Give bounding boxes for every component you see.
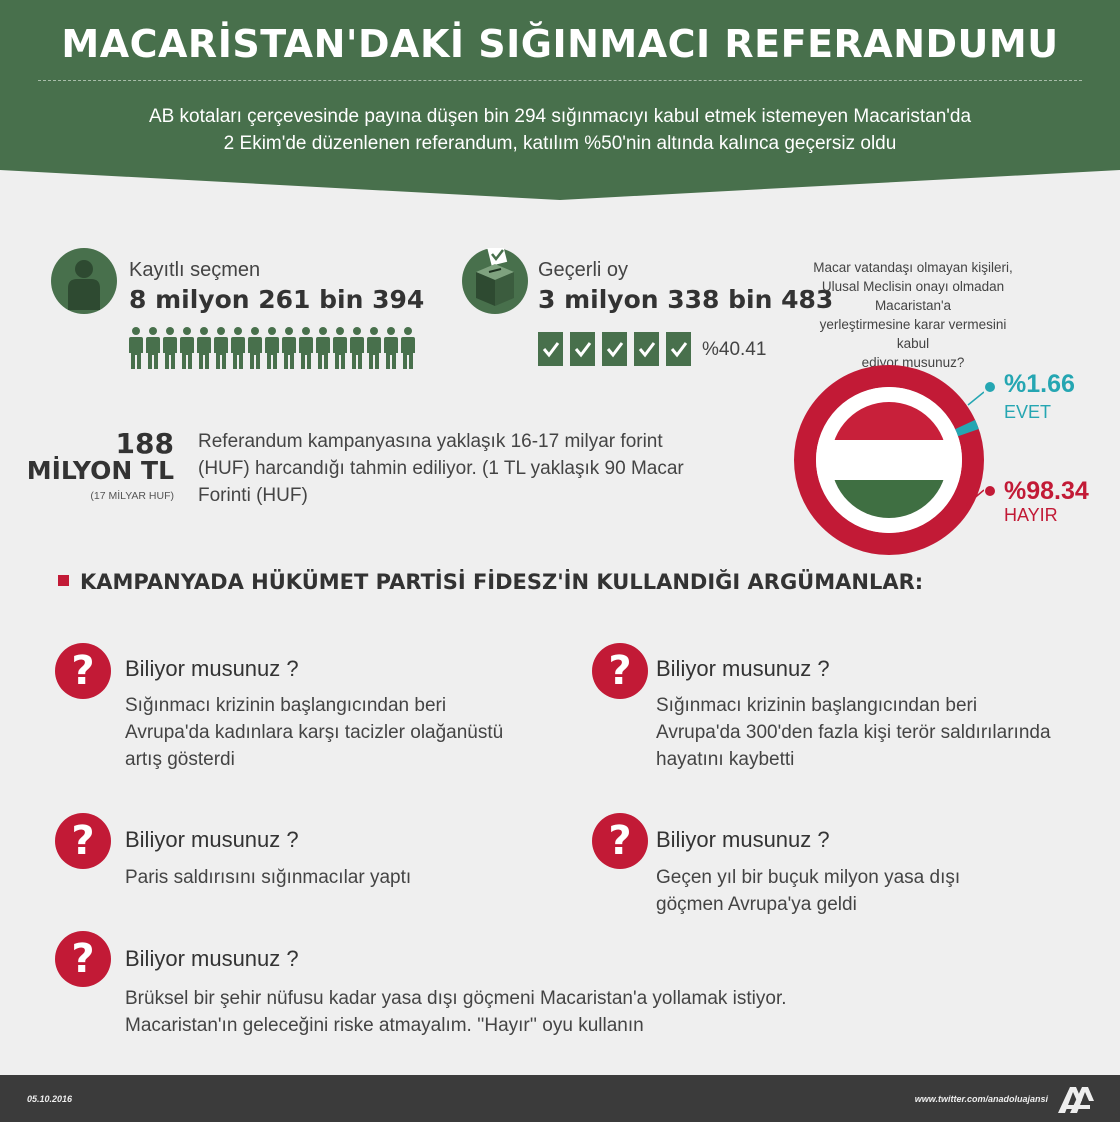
registered-voters-value: 8 milyon 261 bin 394 <box>129 285 425 314</box>
voter-person-icon <box>400 326 416 370</box>
valid-votes-value: 3 milyon 338 bin 483 <box>538 285 834 314</box>
referendum-question <box>808 258 1018 372</box>
checkmark-icon <box>602 332 627 366</box>
argument-line: Geçen yıl bir buçuk milyon yasa dışı <box>656 867 961 888</box>
argument-heading: Biliyor musunuz ? <box>125 827 299 852</box>
cost-description <box>198 428 718 509</box>
checkmark-icon <box>538 332 563 366</box>
argument-text <box>656 692 1051 773</box>
question-mark-icon: ? <box>55 643 111 699</box>
page-title: MACARİSTAN'DAKİ SIĞINMACI REFERANDUMU <box>61 22 1059 66</box>
argument-text <box>656 864 960 918</box>
argument-heading: Biliyor musunuz ? <box>656 827 830 852</box>
footer-date: 05.10.2016 <box>27 1094 73 1104</box>
no-label: HAYIR <box>1004 505 1058 525</box>
cost-line: (HUF) harcandığı tahmin ediliyor. (1 TL yaklaşık 90 Macar <box>198 458 684 479</box>
ballot-box-icon <box>462 248 528 314</box>
yes-leader-line <box>968 392 984 405</box>
voter-person-icon <box>315 326 331 370</box>
yes-percent: %1.66 <box>1004 370 1075 398</box>
argument-text <box>125 985 787 1039</box>
question-line: Macar vatandaşı olmayan kişileri, <box>813 260 1013 275</box>
voter-person-icon <box>196 326 212 370</box>
voter-person-icon <box>349 326 365 370</box>
argument-line: Macaristan'ın geleceğini riske atmayalım. ''Hayır'' oyu kullanın <box>125 1015 644 1036</box>
argument-heading: Biliyor musunuz ? <box>656 656 830 681</box>
header-divider <box>38 80 1082 81</box>
voter-person-icon <box>366 326 382 370</box>
subtitle-line-1: AB kotaları çerçevesinde payına düşen bin 294 sığınmacıyı kabul etmek istemeyen Macaristan'da <box>148 106 972 127</box>
no-percent: %98.34 <box>1004 477 1089 505</box>
argument-text <box>125 864 411 891</box>
question-line: yerleştirmesine karar vermesini kabul <box>819 317 1007 351</box>
cost-line: Forinti (HUF) <box>198 485 308 506</box>
argument-line: Paris saldırısını sığınmacılar yaptı <box>125 867 412 888</box>
voter-person-icon <box>332 326 348 370</box>
argument-line: Brüksel bir şehir nüfusu kadar yasa dışı göçmeni Macaristan'a yollamak istiyor. <box>125 988 787 1009</box>
aa-logo-icon <box>1056 1083 1096 1115</box>
people-row <box>128 326 416 370</box>
cost-huf: (17 MİLYAR HUF) <box>90 490 174 502</box>
voter-person-icon <box>247 326 263 370</box>
flag-stripe <box>829 440 949 480</box>
result-donut-chart <box>794 365 984 555</box>
no-dot-icon <box>983 484 997 498</box>
section-marker-icon <box>58 575 69 586</box>
checkmark-icon <box>570 332 595 366</box>
argument-line: göçmen Avrupa'ya geldi <box>656 894 857 915</box>
argument-heading: Biliyor musunuz ? <box>125 656 299 681</box>
voter-person-icon <box>145 326 161 370</box>
voter-person-icon <box>264 326 280 370</box>
valid-votes-percent: %40.41 <box>702 339 767 360</box>
question-mark-icon: ? <box>55 813 111 869</box>
voter-person-icon <box>383 326 399 370</box>
argument-line: hayatını kaybetti <box>656 749 795 770</box>
cost-unit: MİLYON TL <box>26 456 174 485</box>
yes-dot-icon <box>983 380 997 394</box>
voter-person-icon <box>179 326 195 370</box>
voter-person-icon <box>281 326 297 370</box>
page-subtitle <box>0 103 1120 157</box>
voter-person-icon <box>162 326 178 370</box>
registered-voters-label: Kayıtlı seçmen <box>129 259 261 281</box>
yes-label: EVET <box>1004 402 1052 422</box>
question-mark-icon: ? <box>592 643 648 699</box>
argument-line: Sığınmacı krizinin başlangıcından beri <box>125 695 447 716</box>
argument-heading: Biliyor musunuz ? <box>125 946 299 971</box>
checkmark-icon <box>666 332 691 366</box>
voter-person-icon <box>128 326 144 370</box>
voter-person-icon <box>230 326 246 370</box>
argument-line: Avrupa'da kadınlara karşı tacizler olağanüstü <box>125 722 504 743</box>
argument-line: Sığınmacı krizinin başlangıcından beri <box>656 695 978 716</box>
question-mark-icon: ? <box>592 813 648 869</box>
subtitle-line-2: 2 Ekim'de düzenlenen referandum, katılım %50'nin altında kalınca geçersiz oldu <box>223 133 897 154</box>
voter-person-icon <box>51 248 117 314</box>
voter-person-icon <box>213 326 229 370</box>
section-title: KAMPANYADA HÜKÜMET PARTİSİ FİDESZ'İN KULLANDIĞI ARGÜMANLAR: <box>80 570 924 594</box>
voter-person-icon <box>298 326 314 370</box>
argument-line: artış gösterdi <box>125 749 235 770</box>
question-line: Ulusal Meclisin onayı olmadan Macaristan'a <box>821 279 1005 313</box>
argument-line: Avrupa'da 300'den fazla kişi terör saldırılarında <box>656 722 1051 743</box>
check-row <box>538 332 691 366</box>
cost-amount: 188 <box>115 427 174 460</box>
checkmark-icon <box>634 332 659 366</box>
footer-twitter-link[interactable]: www.twitter.com/anadoluajansi <box>914 1094 1048 1104</box>
cost-line: Referandum kampanyasına yaklaşık 16-17 milyar forint <box>198 431 663 452</box>
question-mark-icon: ? <box>55 931 111 987</box>
argument-text <box>125 692 503 773</box>
question-line: ediyor musunuz? <box>861 355 965 370</box>
valid-votes-label: Geçerli oy <box>538 259 629 281</box>
